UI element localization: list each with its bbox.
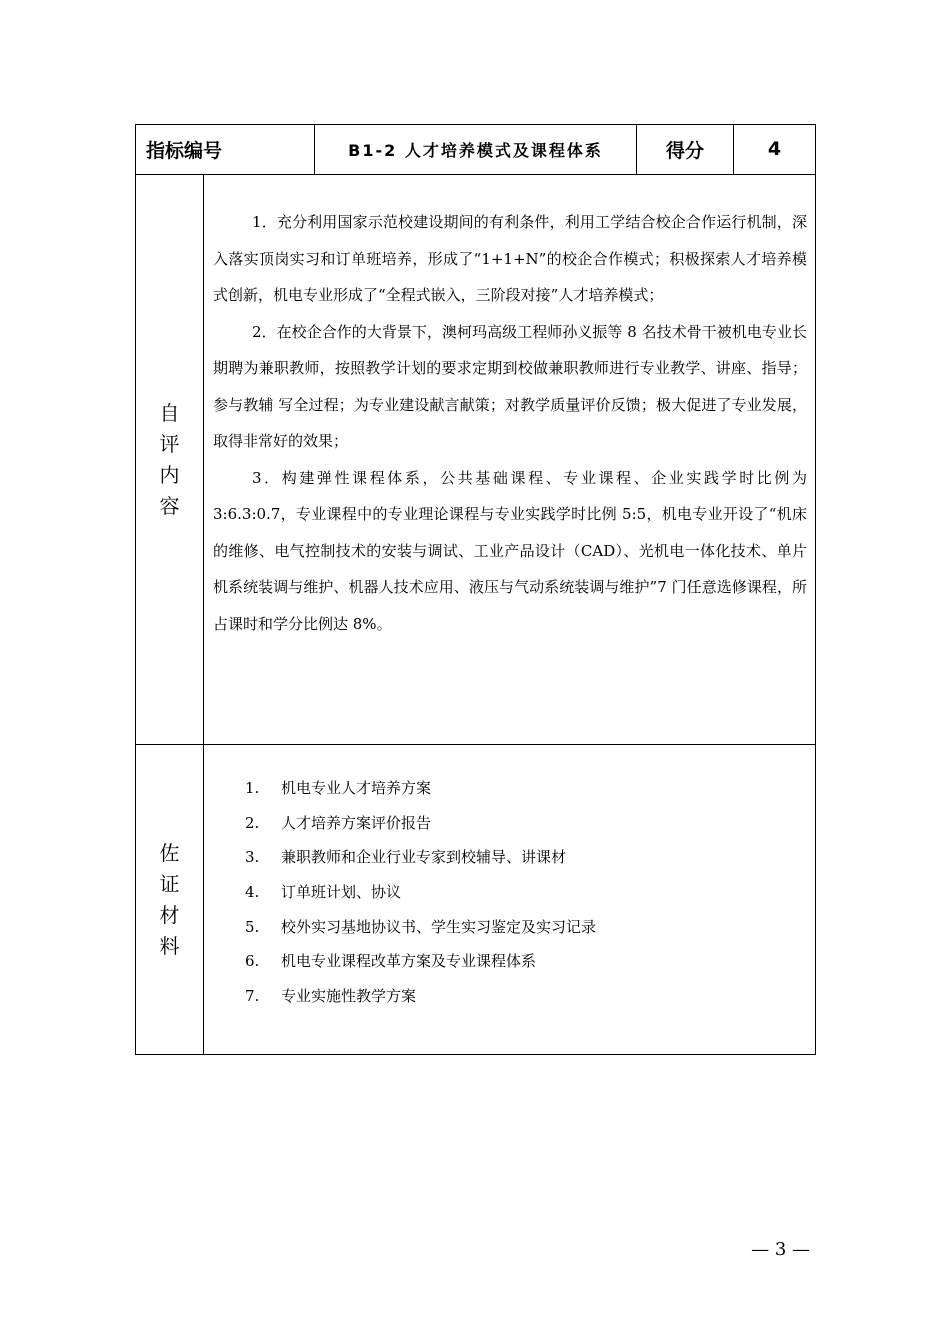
item-text: 机电专业课程改革方案及专业课程体系 [281,952,537,971]
label-char: 材 [159,903,180,927]
self-eval-content [213,204,807,642]
item-text: 人才培养方案评价报告 [281,813,432,832]
paragraph: 3．构建弹性课程体系，公共基础课程、专业课程、企业实践学时比例为 3:6.3:0.7，专业课程中的专业理论课程与专业实践学时比例 5:5，机电专业开设了“机床的维修、电气控制技术的安装与调试、工业产品设计（CAD）、光机电一体化技术、单片机系统装调与维护、机器人技术应用、液压与气动系统装调与维护”7 门任意选修课程，所占课时和学分比例达 8%。 [213,468,807,633]
item-number: 5. [245,917,260,936]
paragraph: 2．在校企合作的大背景下，澳柯玛高级工程师孙义振等 8 名技术骨干被机电专业长期聘为兼职教师，按照教学计划的要求定期到校做兼职教师进行专业教学、讲座、指导；参与教辅 写全过程；为专业建设献言献策；对教学质量评价反馈；极大促进了专业发展，取得非常好的效果； [213,322,807,450]
index-number-label: 指标编号 [146,139,223,162]
list-item [245,806,785,841]
item-number: 3. [245,848,260,867]
list-item [245,840,785,875]
page-number: — 3 — [751,1239,810,1260]
label-char: 容 [159,493,180,518]
list-item [245,910,785,945]
list-item [245,771,785,806]
list-item [245,875,785,910]
list-item [245,944,785,979]
label-char: 评 [159,431,180,456]
label-char: 自 [159,400,180,425]
row-divider [135,174,816,175]
label-char: 料 [159,934,180,958]
item-number: 6. [245,952,260,971]
item-text: 校外实习基地协议书、学生实习鉴定及实习记录 [281,917,597,936]
item-text: 专业实施性教学方案 [281,987,417,1006]
label-char: 证 [159,872,180,896]
list-item [245,979,785,1014]
label-char: 内 [159,462,180,487]
score-label: 得分 [665,139,704,162]
paragraph: 1．充分利用国家示范校建设期间的有利条件，利用工学结合校企合作运行机制，深入落实顶岗实习和订单班培养，形成了“1+1+N”的校企合作模式；积极探索人才培养模式创新，机电专业形成了“全程式嵌入，三阶段对接”人才培养模式； [213,213,807,304]
item-number: 2. [245,813,260,832]
item-number: 7. [245,987,260,1006]
self-eval-label [136,175,203,744]
evidence-list [245,771,785,1014]
label-column-divider [203,174,204,1055]
label-char: 佐 [159,841,180,865]
row-divider [135,744,816,745]
indicator-title: B1-2 人才培养模式及课程体系 [348,140,603,160]
item-text: 订单班计划、协议 [281,883,402,902]
evidence-label [136,745,203,1055]
score-value: 4 [767,138,782,160]
item-text: 兼职教师和企业行业专家到校辅导、讲课材 [281,848,567,867]
item-text: 机电专业人才培养方案 [281,779,432,797]
item-number: 1. [245,779,260,797]
item-number: 4. [245,883,260,902]
